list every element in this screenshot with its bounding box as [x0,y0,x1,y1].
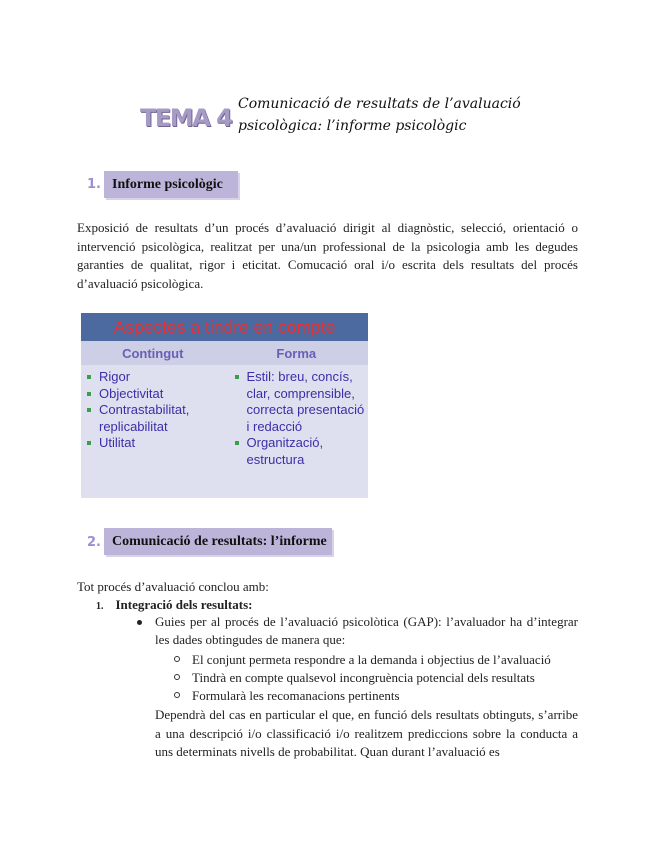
content-item: Rigor [81,369,225,386]
content-item: Objectivitat [81,386,225,403]
gap-bullet-text: Guies per al procés de l’avaluació psicolòtica (GAP): l’avaluador ha d’integrar les dades obtingudes de manera que: [155,614,578,647]
section-2-number: 2. [87,535,101,550]
column-form-header: Forma [276,345,317,361]
page-title-line-1: Comunicació de resultats de l’avaluació [238,96,521,112]
sub-item: Formularà les recomanacions pertinents [192,688,400,703]
tema-label: TEMA 4 [140,104,232,132]
circle-bullet-icon [174,656,180,662]
sub-item: Tindrà en compte qualsevol incongruència potencial dels resultats [192,670,535,685]
form-item: Organització, estructura [229,435,369,468]
tail-paragraph: Dependrà del cas en particular el que, en funció dels resultats obtinguts, s’arribe a una descripció i/o classificació i/o realitzem prediccions sobre la conducta a uns determinats nivells de probabilitat. Quan durant l’avaluació es [155,707,578,759]
aspects-table-columns [81,341,368,365]
aspects-table [81,313,368,498]
content-item: Contrastabilitat, replicabilitat [81,402,225,435]
list-item-1-label: Integració dels resultats: [115,597,253,612]
section-2-heading: Comunicació de resultats: l’informe [104,528,332,555]
form-list [225,369,369,468]
aspects-table-title: Aspectes a tindre en compte [81,313,368,341]
intro-text: Tot procés d’avaluació conclou amb: [77,579,269,594]
circle-bullet-icon [174,692,180,698]
content-item: Utilitat [81,435,225,452]
aspects-table-body [81,365,368,468]
column-content-header: Contingut [122,345,184,361]
list-item-1 [96,597,252,613]
bullet-icon [137,620,142,625]
section-1-heading: Informe psicològic [104,171,238,198]
content-list [81,369,225,468]
page-title-line-2: psicològica: l’informe psicològic [238,118,467,134]
list-item-1-number: 1. [96,601,104,612]
sub-item: El conjunt permeta respondre a la demanda i objectius de l’avaluació [192,652,551,667]
definition-paragraph: Exposició de resultats d’un procés d’avaluació dirigit al diagnòstic, selecció, orientació o intervenció psicològica, realitzat per una/un professional de la psicologia amb les degudes garanties de qualitat, rigor i eticitat. Comucació oral i/o escrita dels resultats del procés d’avaluació psicològica. [77,220,578,291]
form-item: Estil: breu, concís, clar, comprensible, correcta presentació i redacció [229,369,369,435]
circle-bullet-icon [174,674,180,680]
section-1-number: 1. [87,177,101,192]
